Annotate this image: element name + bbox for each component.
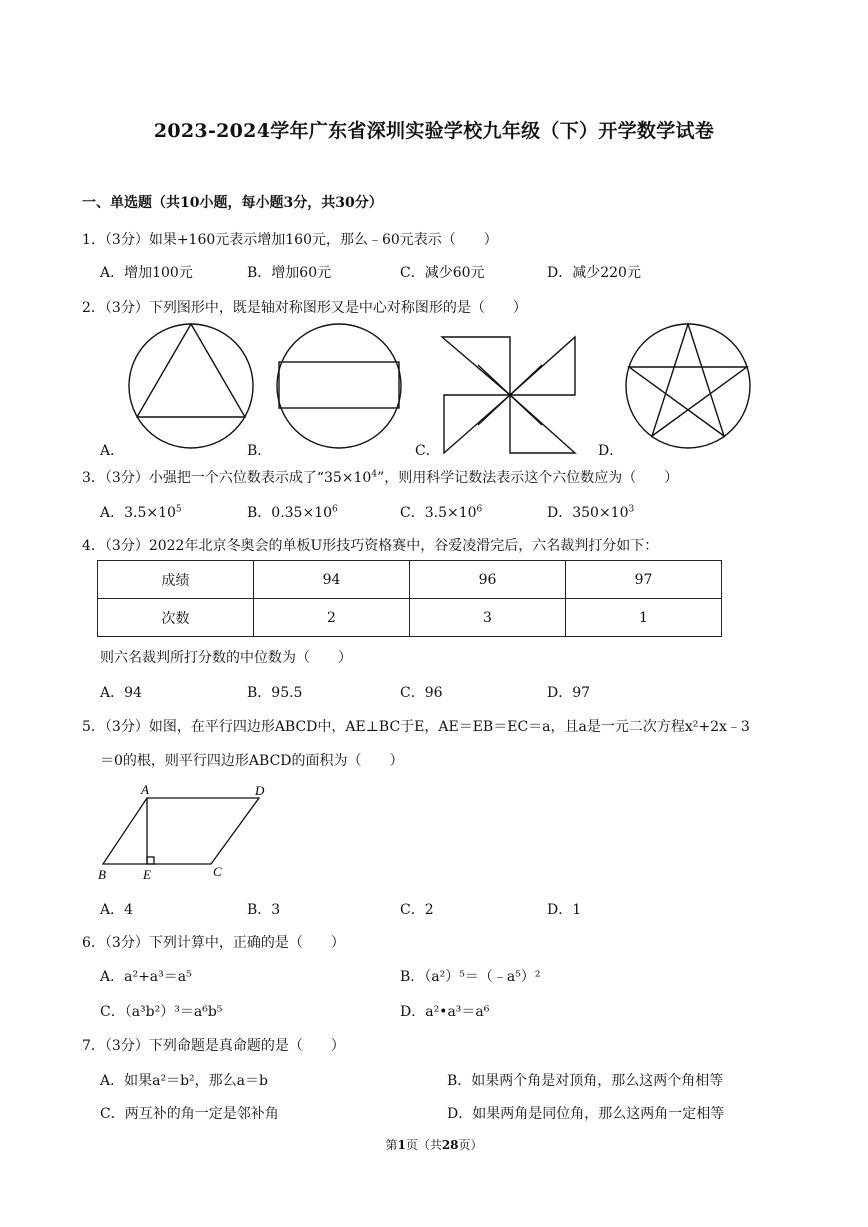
q2-option-b: B． bbox=[247, 443, 272, 459]
q6-option-b: B．（a²）⁵＝（﹣a⁵）² bbox=[400, 969, 541, 985]
point-label-c: C bbox=[213, 864, 222, 879]
q5-option-a: A．4 bbox=[100, 902, 134, 918]
q2-option-d: D． bbox=[598, 443, 624, 459]
q2-option-c: C． bbox=[415, 443, 440, 459]
q6-option-d: D．a²•a³＝a⁶ bbox=[400, 1004, 490, 1020]
q7-option-d: D．如果两角是同位角，那么这两角一定相等 bbox=[447, 1106, 725, 1122]
table-cell: 2 bbox=[254, 599, 410, 637]
q2-option-a: A． bbox=[100, 443, 125, 459]
q7-stem: 7．（3分）下列命题是真命题的是（ ） bbox=[82, 1038, 345, 1054]
q4-option-a: A．94 bbox=[100, 685, 142, 701]
table-cell: 3 bbox=[410, 599, 566, 637]
q4-option-d: D．97 bbox=[547, 685, 591, 701]
q6-option-c: C．（a³b²）³＝a⁶b⁵ bbox=[100, 1004, 223, 1020]
figure-circle-rectangle bbox=[273, 320, 405, 452]
q7-option-a: A．如果a²＝b²，那么a＝b bbox=[100, 1073, 268, 1089]
table-cell: 次数 bbox=[98, 599, 254, 637]
q1-option-b: B．增加60元 bbox=[247, 265, 332, 281]
q5-stem-line1: 5．（3分）如图，在平行四边形ABCD中，AE⊥BC于E，AE＝EB＝EC＝a，且a是一元二次方程x²+2x﹣3 bbox=[82, 719, 750, 735]
q5-option-d: D．1 bbox=[547, 902, 582, 918]
figure-circle-triangle bbox=[125, 320, 257, 452]
q6-option-a: A．a²+a³＝a⁵ bbox=[100, 969, 192, 985]
section-heading: 一、单选题（共10小题，每小题3分，共30分） bbox=[82, 195, 383, 211]
table-cell: 97 bbox=[566, 561, 722, 599]
q3-option-c: C．$3.5\times 10^6$ bbox=[400, 504, 483, 521]
q3-option-b: B．$0.35\times 10^6$ bbox=[247, 504, 338, 521]
point-label-a: A bbox=[141, 782, 149, 797]
q4-option-c: C．96 bbox=[400, 685, 443, 701]
table-cell: 1 bbox=[566, 599, 722, 637]
q7-option-b: B．如果两个角是对顶角，那么这两个角相等 bbox=[447, 1073, 724, 1089]
q1-option-d: D．减少220元 bbox=[547, 265, 641, 281]
figure-pinwheel bbox=[440, 335, 580, 455]
table-row bbox=[98, 561, 722, 599]
point-label-e: E bbox=[143, 867, 151, 882]
q4-stem: 4．（3分）2022年北京冬奥会的单板U形技巧资格赛中，谷爱凌滑完后，六名裁判打分如下： bbox=[82, 538, 659, 554]
q5-stem-line2: ＝0的根，则平行四边形ABCD的面积为（ ） bbox=[100, 753, 404, 769]
q1-stem: 1．（3分）如果+160元表示增加160元，那么﹣60元表示（ ） bbox=[82, 232, 498, 248]
table-cell: 94 bbox=[254, 561, 410, 599]
q3-option-a: A．$3.5\times 10^5$ bbox=[100, 504, 182, 521]
score-table bbox=[97, 560, 722, 637]
table-cell: 96 bbox=[410, 561, 566, 599]
q2-stem: 2．（3分）下列图形中，既是轴对称图形又是中心对称图形的是（ ） bbox=[82, 300, 527, 316]
page-footer: 第1页（共28页） bbox=[385, 1138, 483, 1152]
q3-stem: 3．（3分）小强把一个六位数表示成了“$35\times 10^4$”，则用科学记数法表示这个六位数应为（ ） bbox=[82, 469, 679, 486]
q7-option-c: C．两互补的角一定是邻补角 bbox=[100, 1106, 279, 1122]
q1-option-a: A．增加100元 bbox=[100, 265, 193, 281]
parallelogram-figure bbox=[95, 780, 280, 882]
q5-option-b: B．3 bbox=[247, 902, 281, 918]
point-label-b: B bbox=[98, 867, 106, 882]
table-row bbox=[98, 599, 722, 637]
q6-stem: 6．（3分）下列计算中，正确的是（ ） bbox=[82, 935, 345, 951]
q5-option-c: C．2 bbox=[400, 902, 434, 918]
figure-circle-star bbox=[622, 320, 754, 452]
q3-option-d: D．$350\times 10^3$ bbox=[547, 504, 635, 521]
table-cell: 成绩 bbox=[98, 561, 254, 599]
exam-title: 2023-2024学年广东省深圳实验学校九年级（下）开学数学试卷 bbox=[153, 120, 715, 142]
q4-option-b: B．95.5 bbox=[247, 685, 303, 701]
q1-option-c: C．减少60元 bbox=[400, 265, 485, 281]
point-label-d: D bbox=[255, 783, 265, 798]
q4-ask: 则六名裁判所打分数的中位数为（ ） bbox=[100, 650, 352, 666]
